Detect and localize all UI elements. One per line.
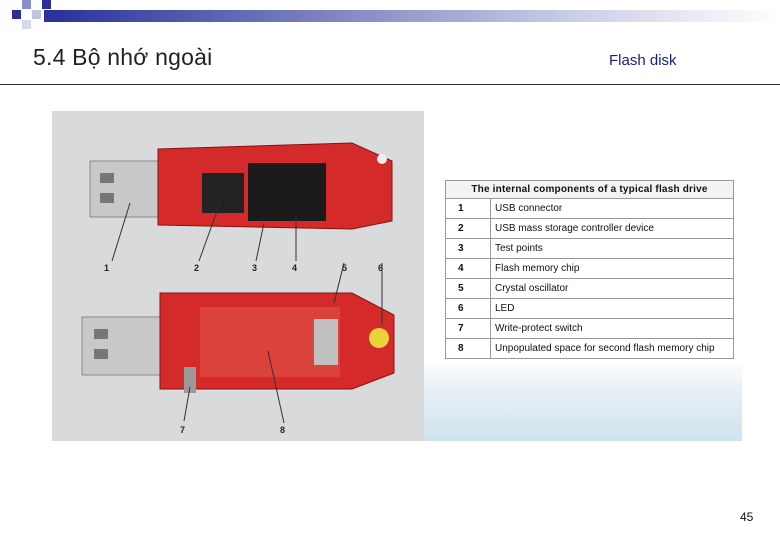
row-number: 6: [446, 299, 491, 319]
callout-7: 7: [180, 425, 186, 435]
slide-title: 5.4 Bộ nhớ ngoài: [33, 44, 213, 70]
table-row: [446, 259, 734, 279]
row-label: USB connector: [491, 199, 734, 219]
table-row: [446, 339, 734, 359]
callout-1: 1: [104, 263, 110, 273]
table-row: [446, 279, 734, 299]
callout-2: 2: [194, 263, 200, 273]
page-number: 45: [740, 510, 754, 524]
row-number: 4: [446, 259, 491, 279]
table-row: [446, 199, 734, 219]
title-divider: [0, 84, 780, 85]
callout-8: 8: [280, 425, 286, 435]
components-table: [445, 180, 734, 359]
row-number: 3: [446, 239, 491, 259]
row-label: Crystal oscillator: [491, 279, 734, 299]
row-number: 8: [446, 339, 491, 359]
callout-4: 4: [292, 263, 298, 273]
row-label: USB mass storage controller device: [491, 219, 734, 239]
flash-drive-photo: [52, 111, 424, 441]
row-number: 7: [446, 319, 491, 339]
header-gradient-bar: [44, 10, 780, 22]
row-label: Flash memory chip: [491, 259, 734, 279]
row-label: LED: [491, 299, 734, 319]
row-number: 5: [446, 279, 491, 299]
slide-subtitle: Flash disk: [609, 52, 677, 69]
table-row: [446, 219, 734, 239]
table-row: [446, 299, 734, 319]
row-label: Test points: [491, 239, 734, 259]
callout-6: 6: [378, 263, 384, 273]
table-row: [446, 239, 734, 259]
callout-3: 3: [252, 263, 258, 273]
row-number: 1: [446, 199, 491, 219]
callout-5: 5: [342, 263, 348, 273]
row-label: Unpopulated space for second flash memory chip: [491, 339, 734, 359]
table-row: [446, 319, 734, 339]
row-label: Write-protect switch: [491, 319, 734, 339]
table-caption: The internal components of a typical flash drive: [446, 181, 734, 199]
row-number: 2: [446, 219, 491, 239]
